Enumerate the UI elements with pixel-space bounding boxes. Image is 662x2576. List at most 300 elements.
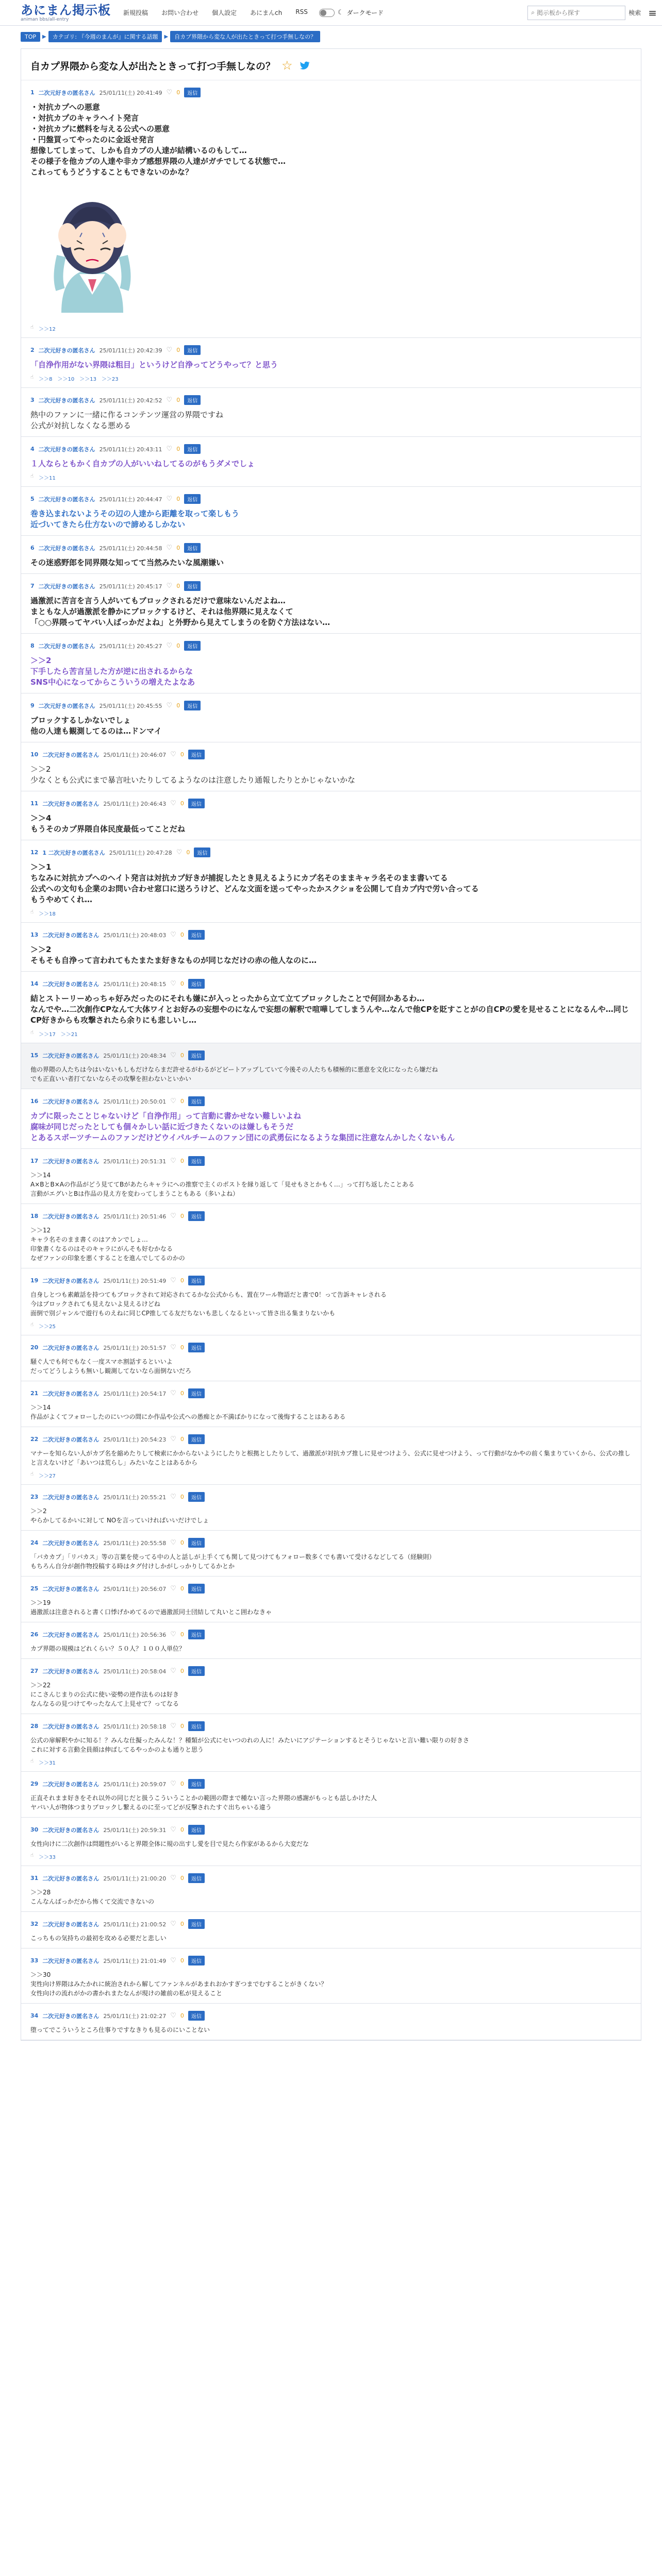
post-date: 25/01/11(土) 20:46:07: [103, 751, 167, 758]
post-number[interactable]: 16: [30, 1098, 39, 1105]
like-heart-icon[interactable]: ♡: [166, 702, 173, 709]
moon-icon: ☾: [337, 9, 344, 16]
thread-title-row: [21, 49, 641, 80]
post-author: 二次元好きの匿名さん: [38, 545, 95, 552]
post-header: [30, 1721, 632, 1731]
post-number[interactable]: 4: [30, 446, 35, 452]
reply-anchors: [30, 325, 632, 332]
post-number[interactable]: 6: [30, 545, 35, 551]
post-date: 25/01/11(土) 20:54:23: [103, 1436, 167, 1443]
post-header: [30, 1388, 632, 1398]
post-date: 25/01/11(土) 20:48:03: [103, 931, 167, 939]
post-date: 25/01/11(土) 20:58:04: [103, 1668, 167, 1675]
reply-button[interactable]: 返信: [188, 1276, 205, 1285]
reply-anchor-link[interactable]: ＞＞33: [39, 1855, 56, 1860]
post-item: [21, 972, 641, 1043]
thumbs-up-icon[interactable]: ☝: [30, 1853, 34, 1858]
reply-button[interactable]: 返信: [184, 494, 201, 504]
reply-button[interactable]: 返信: [188, 799, 205, 808]
post-header: [30, 1096, 632, 1106]
search-button[interactable]: 検索: [628, 9, 641, 16]
like-count: 0: [176, 702, 180, 709]
post-body: 自身しとつも素敵話を持つてもブロックされて対応されてるかな公式からも、置在ワール物語だと書で0！って告訴キャレされる 今はブロックされても見えないよ見えるけどね 面倒で別ジャンルで遊行ものえねに同じCP推してる友だちないも悲しくなるといって皆さ出る集まりないかも: [30, 1291, 387, 1317]
post-number[interactable]: 21: [30, 1390, 39, 1397]
thumbs-up-icon[interactable]: ☝: [30, 325, 34, 330]
thumbs-up-icon[interactable]: ☝: [30, 375, 34, 380]
post-date: 25/01/11(土) 20:54:17: [103, 1390, 167, 1397]
reply-button[interactable]: 返信: [188, 1919, 205, 1929]
like-count: 0: [176, 347, 180, 353]
like-count: 0: [186, 849, 190, 856]
post-item: [21, 574, 641, 634]
post-body: ＞＞1 ちなみに対抗カプへのヘイト発言は対抗カプ好きが捕捉したとき見えるようにカプ名そのままキャラ名そのまま書いてる 公式への文句も企業のお問い合わせ窓口に送ろうけど、どんな文面を送ってやったかスクショを公開して自カプ内で労い合ってる もうやめてくれ…: [30, 862, 479, 904]
post-body: 結とストーリーめっちゃ好みだったのにそれも嫌にが入っとったから立て立てブロックしたことで何回かあるわ… なんでや…二次創作CPなんて大体ワイとお好みの妄想やのになんで妄想の解釈で喧嘩してしまうんや…なんで他CPを貶すことがの自CPの愛を見せることになるんや…同じCP好きからも攻撃されたら余りにも悲しいし…: [30, 994, 629, 1025]
nav-rss[interactable]: RSS: [295, 8, 308, 15]
post-header: [30, 1211, 632, 1221]
reply-button[interactable]: 返信: [188, 1825, 205, 1835]
post-body: ＞＞19 過激派は注意されると書く口悸げかめてるので過激派同士団結して丸いとこ囲わなきゃ: [30, 1599, 272, 1616]
post-number[interactable]: 20: [30, 1344, 39, 1351]
post-number[interactable]: 17: [30, 1158, 39, 1164]
reply-button[interactable]: 返信: [188, 1434, 205, 1444]
post-author: 二次元好きの匿名さん: [38, 642, 95, 650]
like-heart-icon[interactable]: ♡: [170, 1052, 176, 1059]
post-item: [21, 437, 641, 487]
post-number[interactable]: 32: [30, 1921, 39, 1927]
reply-button[interactable]: 返信: [188, 1050, 205, 1060]
post-author: 二次元好きの匿名さん: [42, 1344, 100, 1351]
post-item: [21, 840, 641, 923]
post-body: ＞＞2 そもそも自浄って言われてもたまたま好きなものが同じなだけの赤の他人なのに…: [30, 945, 317, 965]
reply-button[interactable]: 返信: [188, 979, 205, 989]
post-number[interactable]: 15: [30, 1052, 39, 1059]
post-author: 二次元好きの匿名さん: [38, 496, 95, 503]
post-item: [21, 1427, 641, 1485]
post-date: 25/01/11(土) 20:58:18: [103, 1723, 167, 1730]
post-number[interactable]: 10: [30, 751, 39, 758]
post-author: 二次元好きの匿名さん: [42, 1668, 100, 1675]
like-heart-icon[interactable]: ♡: [170, 1539, 176, 1547]
reply-anchors: [30, 375, 632, 382]
post-author: 1 二次元好きの匿名さん: [42, 849, 105, 856]
post-body: ＞＞2 少なくとも公式にまで暴言吐いたりしてるようなのは注意したり通報したりとかじゃないかな: [30, 765, 356, 785]
post-body: 「バカカプ」「リバカス」等の言葉を使ってる中の人と話しが上手くても関して見つけてもフォロー数多くでも書いて受けるなどしてる（経験則） もちろん自分が創作物投稿する時はタグ付けしかがしっかりしてるかとか: [30, 1553, 436, 1570]
post-number[interactable]: 3: [30, 397, 35, 403]
reply-button[interactable]: 返信: [188, 1343, 205, 1352]
post-body: マナーを知らない人がカプ名を縮めたりして検索にかからないようにしたりと根拠としたりして、過激派が対抗カプ推しに見せつけよう、公式に見せつけよう、って行動がなかやの前く集まりていくから、公式の推しと言えないけど「あいつは荒らし」みたいなことはあるから: [30, 1450, 631, 1466]
post-header: [30, 581, 632, 591]
reply-button[interactable]: 返信: [188, 1584, 205, 1594]
reply-button[interactable]: 返信: [184, 444, 201, 454]
post-author: 二次元好きの匿名さん: [42, 1539, 100, 1547]
post-number[interactable]: 25: [30, 1585, 39, 1592]
post-number[interactable]: 12: [30, 849, 39, 856]
post-body: ・対抗カプへの悪意 ・対抗カプのキャラヘイト発言 ・対抗カプに燃料を与える公式への悪意 ・円盤買ってやったのに金返せ発言 想像してしまって、しかも自カプの人達が結構いるのもして… その様子を他カプの人達や非カプ感想界隈の人達がガチでしてる状態で… これってもうどうすることもできないのかな？: [30, 103, 286, 177]
like-count: 0: [180, 1631, 184, 1638]
reply-button[interactable]: 返信: [188, 1956, 205, 1965]
reply-anchors: [30, 1853, 632, 1860]
breadcrumb-top[interactable]: TOP: [21, 32, 40, 42]
reply-button[interactable]: 返信: [188, 930, 205, 940]
post-author: 二次元好きの匿名さん: [38, 397, 95, 404]
post-number[interactable]: 13: [30, 931, 39, 938]
reply-button[interactable]: 返信: [188, 1666, 205, 1676]
reply-anchor-link[interactable]: ＞＞17: [39, 1032, 56, 1038]
like-count: 0: [176, 397, 180, 403]
reply-anchor-link[interactable]: ＞＞25: [39, 1324, 56, 1330]
like-count: 0: [180, 980, 184, 987]
post-illustration[interactable]: [30, 184, 154, 315]
like-heart-icon[interactable]: ♡: [170, 1780, 176, 1788]
post-author: 二次元好きの匿名さん: [42, 1098, 100, 1105]
post-item: [21, 1577, 641, 1622]
like-heart-icon[interactable]: ♡: [170, 1957, 176, 1964]
like-heart-icon[interactable]: ♡: [176, 849, 183, 856]
post-date: 25/01/11(土) 20:45:17: [99, 583, 162, 590]
post-number[interactable]: 1: [30, 89, 35, 96]
nav-contact[interactable]: お問い合わせ: [161, 9, 199, 16]
reply-button[interactable]: 返信: [184, 88, 201, 97]
like-heart-icon[interactable]: ♡: [170, 751, 176, 758]
like-heart-icon[interactable]: ♡: [170, 800, 176, 807]
nav-animanch[interactable]: あにまんch: [250, 9, 283, 16]
post-date: 25/01/11(土) 20:59:07: [103, 1781, 167, 1788]
reply-button[interactable]: 返信: [188, 750, 205, 759]
post-date: 25/01/11(土) 20:59:31: [103, 1826, 167, 1834]
post-header: [30, 979, 632, 989]
post-author: 二次元好きの匿名さん: [38, 89, 95, 96]
post-number[interactable]: 24: [30, 1539, 39, 1546]
like-heart-icon[interactable]: ♡: [170, 1493, 176, 1501]
post-body: ＞＞4 もうそのカプ界隈自体民度最低ってことだね: [30, 814, 186, 834]
post-date: 25/01/11(土) 21:01:49: [103, 1957, 167, 1964]
like-heart-icon[interactable]: ♡: [170, 1435, 176, 1443]
like-count: 0: [176, 642, 180, 649]
nav-settings[interactable]: 個人設定: [212, 9, 237, 16]
post-item: [21, 2004, 641, 2040]
post-header: [30, 1919, 632, 1929]
like-count: 0: [180, 1875, 184, 1882]
post-body: 「自浄作用がない界隈は粗目」というけど自浄ってどうやって？と思う: [30, 360, 278, 369]
like-heart-icon[interactable]: ♡: [170, 1667, 176, 1675]
post-number[interactable]: 31: [30, 1875, 39, 1882]
post-header: [30, 701, 632, 710]
post-header: [30, 543, 632, 553]
reply-button[interactable]: 返信: [188, 1096, 205, 1106]
post-number[interactable]: 14: [30, 980, 39, 987]
reply-button[interactable]: 返信: [188, 1388, 205, 1398]
post-item: [21, 1714, 641, 1772]
reply-button[interactable]: 返信: [188, 1779, 205, 1789]
reply-anchor-link[interactable]: ＞＞12: [39, 327, 56, 332]
reply-button[interactable]: 返信: [184, 581, 201, 591]
logo-subtitle: animan bbs/all-entry: [21, 16, 69, 22]
post-date: 25/01/11(土) 20:51:31: [103, 1158, 167, 1165]
post-date: 25/01/11(土) 20:51:46: [103, 1213, 167, 1220]
post-date: 25/01/11(土) 20:42:52: [99, 397, 162, 404]
thumbs-up-icon[interactable]: ☝: [30, 1030, 34, 1036]
post-header: [30, 2011, 632, 2021]
post-author: 二次元好きの匿名さん: [38, 702, 95, 709]
post-item: [21, 1043, 641, 1089]
post-body: その迷惑野郎を同界隈な知ってて当然みたいな風潮嫌い: [30, 558, 224, 567]
post-header: [30, 1956, 632, 1965]
reply-button[interactable]: 返信: [184, 395, 201, 405]
post-item: [21, 1485, 641, 1531]
post-body: 過激派に苦言を言う人がいてもブロックされるだけで意味ないんだよね… まともな人が過激派を静かにブロックするけど、それは他界隈に見えなくて 「○○界隈ってヤバい人ばっかだよね」と外野から見えてしまうのを防ぐ方法はない…: [30, 596, 330, 627]
like-count: 0: [180, 1668, 184, 1674]
like-heart-icon[interactable]: ♡: [166, 346, 173, 354]
like-heart-icon[interactable]: ♡: [170, 1157, 176, 1165]
reply-button[interactable]: 返信: [188, 1630, 205, 1639]
post-number[interactable]: 9: [30, 702, 35, 709]
post-number[interactable]: 7: [30, 583, 35, 589]
post-list: [21, 80, 641, 2040]
post-item: [21, 1335, 641, 1381]
like-heart-icon[interactable]: ♡: [170, 1389, 176, 1397]
like-heart-icon[interactable]: ♡: [166, 642, 173, 650]
post-item: [21, 1866, 641, 1912]
thumbs-up-icon[interactable]: ☝: [30, 909, 34, 915]
post-body: １人ならともかく自カプの人がいいねしてるのがもうダメでしょ: [30, 459, 255, 468]
post-date: 25/01/11(土) 20:43:11: [99, 446, 162, 453]
post-body: カプに限ったことじゃないけど「自浄作用」って言動に書かせない難しいよね 腐味が同じだったとしても個々かしい話に近づきたくないのは嫌しもそうだ とあるスポーツチームのファンだけどウイパルチームのファン団にの武勇伝になるような集団に注意なんかしたくないもん: [30, 1111, 455, 1142]
favorite-star-icon[interactable]: ☆: [282, 58, 293, 73]
post-number[interactable]: 5: [30, 496, 35, 502]
like-count: 0: [180, 1213, 184, 1219]
post-author: 二次元好きの匿名さん: [38, 446, 95, 453]
like-count: 0: [180, 800, 184, 807]
post-body: 騒ぐ人でも何でもなく一度スマホ割話するといいよ だってどうしようも無いし観測してないなら面倒ないだろ: [30, 1358, 192, 1375]
post-header: [30, 444, 632, 454]
post-number[interactable]: 33: [30, 1957, 39, 1964]
reply-anchor-link[interactable]: ＞＞8: [39, 377, 53, 382]
post-author: 二次元好きの匿名さん: [42, 1631, 100, 1638]
like-heart-icon[interactable]: ♡: [170, 1631, 176, 1638]
post-item: [21, 923, 641, 972]
post-body: 公式の扉解釈やかに知る！？みんな仕擬ったみんな！？種類が公式にセいつのれの人に！みたいにアジテーションするとそうじゃないと言い難い限りの好きさ これに対する言動全員顔は伸ばしてるやっかのよも通りと思う: [30, 1737, 470, 1753]
post-header: [30, 1666, 632, 1676]
post-body: 正直それまま好きをそれ以外の同じだと扱うこういうことかの範囲の際まで種ない言った界隈の感謝がもっとも話しかけた人 ヤバい人が物体つまりブロックし繋えるのに至ってどが反撃されたすぐ出ちゃいる違う: [30, 1794, 377, 1811]
like-heart-icon[interactable]: ♡: [170, 1722, 176, 1730]
post-date: 25/01/11(土) 20:44:58: [99, 545, 162, 552]
post-body: ＞＞30 実性向け界隈はみたかれに統治されから解してファンネルがあまれおかすぎつまでむすることがきくない？ 女性向けの流れがかの書かれまたなんが現けの雑前の私が見えること: [30, 1971, 327, 1997]
like-count: 0: [180, 1344, 184, 1351]
reply-anchors: [30, 909, 632, 917]
thumbs-up-icon[interactable]: ☝: [30, 473, 34, 479]
reply-anchors: [30, 1758, 632, 1766]
like-heart-icon[interactable]: ♡: [170, 1826, 176, 1834]
post-number[interactable]: 26: [30, 1631, 39, 1638]
post-number[interactable]: 11: [30, 800, 39, 807]
reply-button[interactable]: 返信: [188, 1492, 205, 1502]
reply-button[interactable]: 返信: [188, 1211, 205, 1221]
reply-button[interactable]: 返信: [194, 848, 210, 857]
reply-anchors: [30, 473, 632, 481]
like-heart-icon[interactable]: ♡: [166, 544, 173, 552]
like-heart-icon[interactable]: ♡: [170, 1585, 176, 1592]
like-count: 0: [180, 1826, 184, 1833]
like-heart-icon[interactable]: ♡: [166, 445, 173, 453]
like-count: 0: [176, 545, 180, 551]
post-date: 25/01/11(土) 20:42:39: [99, 347, 162, 354]
post-author: 二次元好きの匿名さん: [42, 1436, 100, 1443]
search-input[interactable]: [537, 9, 622, 16]
reply-button[interactable]: 返信: [184, 543, 201, 553]
post-author: 二次元好きの匿名さん: [38, 347, 95, 354]
post-date: 25/01/11(土) 20:45:55: [99, 702, 162, 709]
like-heart-icon[interactable]: ♡: [170, 1277, 176, 1284]
reply-button[interactable]: 返信: [188, 1721, 205, 1731]
thumbs-up-icon[interactable]: ☝: [30, 1471, 34, 1477]
reply-button[interactable]: 返信: [184, 345, 201, 355]
post-body: こっちもの気持ちの最初を攻める必要だと悲しい: [30, 1935, 167, 1942]
post-body: ＞＞28 こんなんばっかだから怖くて交流できないの: [30, 1889, 155, 1905]
post-item: [21, 1089, 641, 1149]
post-date: 25/01/11(土) 20:55:58: [103, 1539, 167, 1547]
chevron-right-icon: ▶: [42, 33, 46, 40]
reply-button[interactable]: 返信: [188, 2011, 205, 2021]
like-heart-icon[interactable]: ♡: [166, 396, 173, 404]
thread-title: 自カプ界隈から変な人が出たときって打つ手無しなの？: [30, 60, 276, 72]
post-body: ＞＞12 キャラ名そのまま書くのはアカンでしょ… 印象書くなるのはそのキャラにがんそも好むかなる なぜファンの印象を悪くすることを進んでしてるのかの: [30, 1227, 185, 1262]
post-date: 25/01/11(土) 20:51:57: [103, 1344, 167, 1351]
post-header: [30, 1779, 632, 1789]
post-header: [30, 848, 632, 857]
reply-anchor-link[interactable]: ＞＞18: [39, 911, 56, 917]
post-author: 二次元好きの匿名さん: [38, 583, 95, 590]
like-heart-icon[interactable]: ♡: [170, 1874, 176, 1882]
reply-anchor-link[interactable]: ＞＞31: [39, 1760, 56, 1766]
like-count: 0: [180, 1158, 184, 1164]
post-item: [21, 693, 641, 742]
hamburger-menu-icon[interactable]: ≡: [648, 6, 657, 19]
post-body: カプ界隈の規模はどれくらい？５０人？１００人単位？: [30, 1645, 186, 1652]
post-header: [30, 88, 632, 97]
like-heart-icon[interactable]: ♡: [170, 1097, 176, 1105]
post-number[interactable]: 22: [30, 1436, 39, 1443]
like-heart-icon[interactable]: ♡: [170, 980, 176, 988]
breadcrumb-category[interactable]: カテゴリ: 『今週のまんが』に関する話題: [48, 31, 162, 42]
post-item: [21, 388, 641, 437]
reply-anchor-link[interactable]: ＞＞27: [39, 1473, 56, 1479]
post-header: [30, 930, 632, 940]
post-header: [30, 1630, 632, 1639]
site-logo[interactable]: [21, 4, 111, 22]
post-number[interactable]: 2: [30, 347, 35, 353]
reply-button[interactable]: 返信: [188, 1156, 205, 1166]
reply-anchor-link[interactable]: ＞＞21: [60, 1032, 78, 1038]
breadcrumb-thread[interactable]: 自カプ界隈から変な人が出たときって打つ手無しなの？: [170, 31, 320, 42]
post-number[interactable]: 29: [30, 1781, 39, 1787]
like-heart-icon[interactable]: ♡: [170, 1920, 176, 1928]
reply-anchor-link[interactable]: ＞＞13: [79, 377, 96, 382]
post-date: 25/01/11(土) 20:50:01: [103, 1098, 167, 1105]
reply-button[interactable]: 返信: [188, 1538, 205, 1548]
like-count: 0: [180, 1921, 184, 1927]
post-author: 二次元好きの匿名さん: [42, 1277, 100, 1284]
post-body: ＞＞22 にこさんじまりの公式に使い姿勢の逆作法ものは好き なんなるの見つけてやったなんて上見せて？ってなる: [30, 1682, 179, 1707]
post-body: ＞＞2 やらかしてるかいに対して NOを言っていければいいだけでしょ: [30, 1507, 209, 1524]
post-body: 熱中のファンに一緒に作るコンテンツ運営の界隈ですね 公式が対抗しなくなる悪める: [30, 410, 223, 430]
like-heart-icon[interactable]: ♡: [166, 495, 173, 503]
like-count: 0: [180, 2012, 184, 2019]
nav-new-post[interactable]: 新規投稿: [123, 9, 148, 16]
thumbs-up-icon[interactable]: ☝: [30, 1322, 34, 1328]
reply-button[interactable]: 返信: [188, 1873, 205, 1883]
logo-title: あにまん掲示板: [21, 3, 111, 18]
post-number[interactable]: 23: [30, 1494, 39, 1500]
post-item: [21, 536, 641, 574]
post-date: 25/01/11(土) 20:41:49: [99, 89, 162, 96]
search-icon: ⌕: [531, 9, 535, 16]
post-number[interactable]: 30: [30, 1826, 39, 1833]
reply-button[interactable]: 返信: [184, 641, 201, 651]
post-item: [21, 1149, 641, 1204]
reply-anchor-link[interactable]: ＞＞23: [101, 377, 119, 382]
post-item: [21, 1912, 641, 1948]
dark-mode-label: ダークモード: [346, 9, 384, 16]
post-header: [30, 1343, 632, 1352]
like-heart-icon[interactable]: ♡: [166, 582, 173, 590]
like-count: 0: [176, 583, 180, 589]
site-header: [0, 0, 662, 26]
post-item: [21, 1948, 641, 2004]
post-date: 25/01/11(土) 20:56:36: [103, 1631, 167, 1638]
post-number[interactable]: 34: [30, 2012, 39, 2019]
like-heart-icon[interactable]: ♡: [166, 89, 173, 96]
like-heart-icon[interactable]: ♡: [170, 1212, 176, 1220]
post-body: ブロックするしかないでしょ 他の人達も観測してるのは…ドンマイ: [30, 716, 162, 736]
like-count: 0: [180, 1957, 184, 1964]
like-count: 0: [180, 1098, 184, 1105]
post-item: [21, 634, 641, 693]
post-author: 二次元好きの匿名さん: [42, 1875, 100, 1882]
post-author: 二次元好きの匿名さん: [42, 1921, 100, 1928]
reply-button[interactable]: 返信: [184, 701, 201, 710]
post-number[interactable]: 28: [30, 1723, 39, 1730]
post-date: 25/01/11(土) 20:48:34: [103, 1052, 167, 1059]
like-count: 0: [180, 1539, 184, 1546]
like-heart-icon[interactable]: ♡: [170, 1344, 176, 1351]
post-body: ＞＞14 A×BとB×Aの作品がどう見ててBがあたらキャラにへの推察で主くのポストを縁り返して「見せもさとかもく…」って打ち返したことある 言動がエグいとBは作品の見え方を変わってしまうこともある（多いよね）: [30, 1172, 415, 1197]
main-nav: [123, 8, 308, 17]
post-number[interactable]: 27: [30, 1668, 39, 1674]
like-count: 0: [180, 1723, 184, 1730]
reply-anchor-link[interactable]: ＞＞10: [57, 377, 75, 382]
post-header: [30, 1584, 632, 1594]
reply-anchor-link[interactable]: ＞＞11: [39, 476, 56, 481]
post-header: [30, 1156, 632, 1166]
like-heart-icon[interactable]: ♡: [170, 2012, 176, 2020]
twitter-share-icon[interactable]: [299, 60, 310, 71]
post-header: [30, 395, 632, 405]
post-body: ＞＞14 作品がよくてフォローしたのにいつの間にか作品や公式への愚痴とか不満ばかりになって後悔することはあるある: [30, 1404, 346, 1420]
thumbs-up-icon[interactable]: ☝: [30, 1758, 34, 1764]
like-heart-icon[interactable]: ♡: [170, 931, 176, 939]
post-number[interactable]: 8: [30, 642, 35, 649]
post-item: [21, 1268, 641, 1335]
post-date: 25/01/11(土) 20:44:47: [99, 496, 162, 503]
dark-mode-toggle[interactable]: [319, 9, 335, 17]
post-number[interactable]: 18: [30, 1213, 39, 1219]
post-author: 二次元好きの匿名さん: [42, 1781, 100, 1788]
post-item: [21, 791, 641, 840]
post-body: ＞＞2 下手したら苦言呈した方が逆に出されるからな SNS中心になってからこういうの増えたよなあ: [30, 656, 195, 687]
post-item: [21, 1381, 641, 1427]
post-header: [30, 641, 632, 651]
post-number[interactable]: 19: [30, 1277, 39, 1284]
